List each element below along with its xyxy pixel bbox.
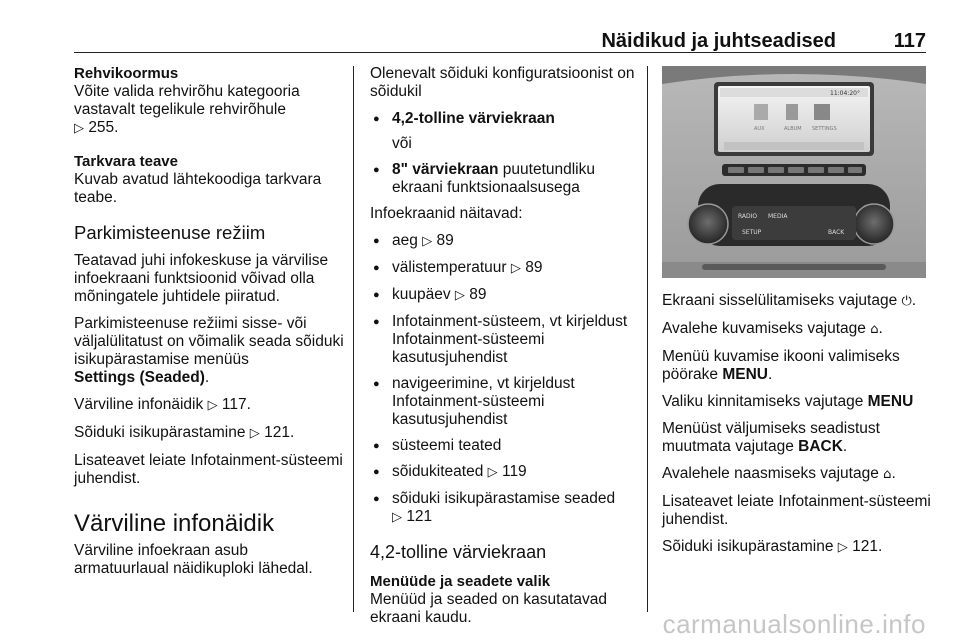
infotainment-photo xyxy=(662,66,926,278)
list-item-text: aeg xyxy=(392,232,418,249)
text-ref-isik-2-label: Sõiduki isikupärastamine xyxy=(662,538,834,555)
text-8-rest: puutetundliku ekraani funktsionaalsusega xyxy=(392,161,595,196)
text-ref-isikuparastamine xyxy=(74,424,346,443)
column-2 xyxy=(370,65,640,636)
text-voi: või xyxy=(392,135,412,152)
watermark: carmanualsonline.info xyxy=(662,609,926,639)
screen-icon-settings xyxy=(814,104,830,120)
button-back: BACK xyxy=(828,229,845,236)
text-ref-varviline xyxy=(74,396,346,415)
list-item xyxy=(370,286,640,305)
column-divider-1 xyxy=(353,66,354,612)
heading-tarkvara: Tarkvara teave xyxy=(74,153,178,170)
text-menu-confirm-body: Valiku kinnitamiseks vajutage xyxy=(662,393,864,410)
list-item xyxy=(370,259,640,278)
link-ref-121[interactable]: 121. xyxy=(264,424,295,441)
link-ref[interactable]: 89 xyxy=(525,259,543,276)
text-lisateave-2: Lisateavet leiate Infotainment-süsteemi juhendist. xyxy=(662,493,931,528)
link-ref-117[interactable]: 117. xyxy=(221,396,251,413)
list-item-text: Infotainment-süsteem, vt kirjeldust Infotainment-süsteemi kasutusjuhendist xyxy=(392,313,628,366)
header-rule xyxy=(74,52,926,53)
ref-arrow-icon: ▷ xyxy=(454,288,465,303)
link-ref-121[interactable]: 121. xyxy=(852,538,883,555)
text-olenevalt: Olenevalt sõiduki konfiguratsioonist on sõidukil xyxy=(370,65,635,100)
ref-arrow-icon: ▷ xyxy=(392,510,402,525)
screen-label-aux: AUX xyxy=(754,126,765,132)
preset-button xyxy=(768,167,784,173)
text-menu-bold-2: MENU xyxy=(867,393,914,410)
ref-arrow-icon: ▷ xyxy=(422,234,433,249)
home-icon: ⌂ xyxy=(883,467,892,482)
text-back: Menüüst väljumiseks seadistust muutmata vajutage BACK. xyxy=(662,420,880,455)
ref-arrow-icon: ▷ xyxy=(487,465,498,480)
button-media: MEDIA xyxy=(768,213,788,220)
text-home-return-body: Avalehele naasmiseks vajutage xyxy=(662,465,879,482)
list-item-text: süsteemi teated xyxy=(392,437,502,454)
preset-button xyxy=(748,167,764,173)
text-tarkvara: Kuvab avatud lähtekoodiga tarkvara teabe. xyxy=(74,171,322,206)
power-icon: ⏻ xyxy=(901,294,912,309)
text-home: Avalehe kuvamiseks vajutage ⌂. xyxy=(662,320,883,337)
list-item xyxy=(370,490,640,527)
text-power-on-body: Ekraani sisselülitamiseks vajutage xyxy=(662,292,898,309)
text-menu-rotate-body: Menüü kuvamise ikooni valimiseks pöörake xyxy=(662,348,900,383)
heading-42-tolline: 4,2-tolline värviekraan xyxy=(370,542,547,562)
infotainment-illustration xyxy=(662,66,926,278)
list-item xyxy=(370,161,640,197)
button-setup: SETUP xyxy=(742,229,762,236)
heading-varviline-infonaidik: Värviline infonäidik xyxy=(74,510,275,537)
home-icon: ⌂ xyxy=(870,322,879,337)
heading-rehvikoormus: Rehvikoormus xyxy=(74,65,179,82)
ref-arrow-icon: ▷ xyxy=(249,426,260,441)
preset-button xyxy=(728,167,744,173)
text-rehvikoormus-body: Võite valida rehvirõhu kategooria vastavalt tegelikule rehvirõhule xyxy=(74,83,300,118)
display-options-list xyxy=(370,110,640,197)
screen-label-album: ALBUM xyxy=(784,126,802,132)
power-volume-knob xyxy=(688,204,728,244)
text-ref-isik-label: Sõiduki isikupärastamine xyxy=(74,424,246,441)
heading-parkimisteenus: Parkimisteenuse režiim xyxy=(74,222,266,243)
link-ref[interactable]: 121 xyxy=(406,508,433,525)
list-item-text: kuupäev xyxy=(392,286,451,303)
list-item-text: navigeerimine, vt kirjeldust Infotainment-süsteemi kasutusjuhendist xyxy=(392,375,575,428)
ref-arrow-icon: ▷ xyxy=(207,398,218,413)
list-item xyxy=(370,463,640,482)
column-divider-2 xyxy=(647,66,648,612)
text-42-bold: 4,2-tolline värviekraan xyxy=(392,110,555,127)
list-item xyxy=(370,232,640,251)
list-item-text: välistemperatuur xyxy=(392,259,507,276)
text-8-bold: 8" värviekraan xyxy=(392,161,499,178)
ref-arrow-icon: ▷ xyxy=(837,540,848,555)
list-item xyxy=(370,375,640,429)
text-ref-varviline-label: Värviline infonäidik xyxy=(74,396,204,413)
list-item xyxy=(370,437,640,455)
link-ref[interactable]: 119 xyxy=(501,463,527,480)
preset-button xyxy=(828,167,844,173)
list-item xyxy=(370,313,640,367)
text-menuud: Menüüd ja seaded on kasutatavad ekraani kaudu. xyxy=(370,591,607,626)
column-3 xyxy=(662,292,932,566)
text-home-body: Avalehe kuvamiseks vajutage xyxy=(662,320,866,337)
button-radio: RADIO xyxy=(738,213,758,220)
text-menu-bold: MENU xyxy=(722,366,768,383)
page-number: 117 xyxy=(893,30,926,52)
text-rehvikoormus xyxy=(74,83,346,138)
text-lisateave: Lisateavet leiate Infotainment-süsteemi juhendist. xyxy=(74,452,343,487)
text-back-bold: BACK xyxy=(798,438,843,455)
text-home-return: Avalehele naasmiseks vajutage ⌂. xyxy=(662,465,896,482)
text-power-on: Ekraani sisselülitamiseks vajutage ⏻. xyxy=(662,292,917,309)
text-varviline: Värviline infoekraan asub armatuurlaual näidikuploki lähedal. xyxy=(74,542,313,577)
link-ref[interactable]: 89 xyxy=(469,286,487,303)
text-settings-bold: Settings (Seaded) xyxy=(74,369,205,386)
list-item xyxy=(370,110,640,153)
screen-label-settings: SETTINGS xyxy=(812,126,837,132)
screen-icon-music xyxy=(754,104,768,120)
text-park-2: Parkimisteenuse režiimi sisse- või väljalülitatust on võimalik seada sõiduki isikupärastamise menüüs Settings (Seaded). xyxy=(74,315,344,386)
text-menu-confirm xyxy=(662,393,932,411)
preset-button xyxy=(788,167,804,173)
text-back-body: Menüüst väljumiseks seadistust muutmata vajutage xyxy=(662,420,880,455)
link-ref-255[interactable]: 255. xyxy=(88,119,119,136)
link-ref[interactable]: 89 xyxy=(436,232,454,249)
text-menu-rotate: Menüü kuvamise ikooni valimiseks pöörake MENU. xyxy=(662,348,900,383)
text-infoekraanid: Infoekraanid näitavad: xyxy=(370,205,523,222)
text-park-1: Teatavad juhi infokeskuse ja värvilise infoekraani funktsioonid võivad olla mõningatele juhtidele piiratud. xyxy=(74,252,329,305)
text-ref-isik-2 xyxy=(662,538,932,557)
preset-button xyxy=(848,167,862,173)
ref-arrow-icon: ▷ xyxy=(74,121,84,136)
column-1 xyxy=(74,65,346,587)
menu-knob xyxy=(854,204,894,244)
screen-time: 11:04:20° xyxy=(830,90,860,97)
list-item-text: sõidukiteated xyxy=(392,463,484,480)
list-item-text: sõiduki isikupärastamise seaded xyxy=(392,490,616,507)
screen-icon-phone xyxy=(786,104,798,120)
page-title: Näidikud ja juhtseadised xyxy=(601,30,836,52)
ref-arrow-icon: ▷ xyxy=(510,261,521,276)
info-list xyxy=(370,232,640,527)
text-park-2-body: Parkimisteenuse režiimi sisse- või väljalülitatust on võimalik seada sõiduki isikupärastamise menüüs xyxy=(74,315,344,368)
heading-menuude-valik: Menüüde ja seadete valik xyxy=(370,573,551,590)
preset-button xyxy=(808,167,824,173)
